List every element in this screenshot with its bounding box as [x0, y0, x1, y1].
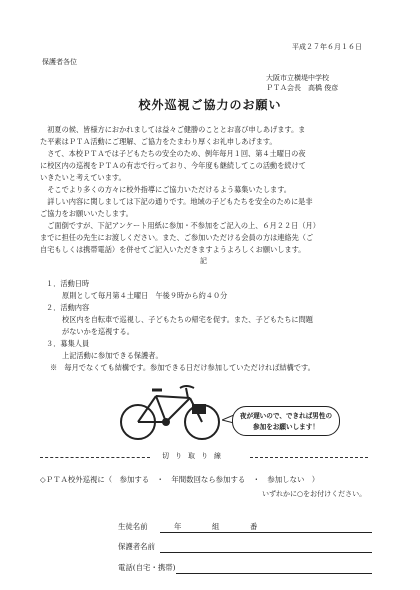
- recipient: 保護者各位: [42, 58, 77, 66]
- bubble-line: 夜が遅いので、できれば男性の: [239, 412, 333, 420]
- item-label: １．活動日時: [46, 279, 90, 288]
- item-detail: 原則として毎月第４土曜日 午後９時から約４０分: [62, 291, 228, 300]
- body-line: 自宅もしくは携帯電話）を併せてご記入いただきますようよろしくお願いします。: [40, 245, 306, 254]
- student-name-field[interactable]: [160, 532, 372, 533]
- bubble-line: 参加をお願いします！: [253, 423, 319, 431]
- grade-label: 年: [174, 522, 182, 531]
- form-instruction: いずれかに○をお付けください。: [262, 490, 367, 498]
- student-name-label: 生徒名前: [118, 522, 148, 531]
- bicycle-icon: [116, 382, 226, 442]
- body-line: に校区内の巡視をＰＴＡの有志で行っており、今年度も継続してこの活動を続けて: [40, 161, 306, 170]
- note: ※ 毎月でなくても結構です。参加できる日だけ参加していただければ結構です。: [50, 363, 315, 372]
- phone-label: 電話(自宅・携帯): [118, 563, 176, 572]
- sender-name: ＰＴＡ会長 高橋 俊彦: [266, 84, 339, 92]
- guardian-name-label: 保護者名前: [118, 542, 155, 551]
- body-line: までに担任の先生にお渡しください。また、ご参加いただける会員の方は連絡先（ご: [40, 233, 314, 242]
- cut-line-label: 切り取り線: [162, 452, 227, 460]
- cut-line-left: [40, 457, 150, 458]
- item-detail: がないかを巡視する。: [62, 327, 134, 336]
- school-name: 大阪市立横堤中学校: [266, 74, 329, 82]
- ki-heading: 記: [200, 257, 207, 265]
- body-line: ご協力をお願いいたします。: [40, 209, 133, 218]
- item-list: [46, 278, 315, 374]
- class-label: 組: [212, 522, 220, 531]
- number-label: 番: [250, 522, 258, 531]
- speech-bubble: [232, 406, 340, 436]
- body-line: た平素はＰＴＡ活動にご理解、ご協力をたまわり厚くお礼申しあげます。: [40, 137, 277, 146]
- phone-field[interactable]: [176, 573, 372, 574]
- body-line: 詳しい内容に関しましては下記の通りです。地域の子どもたちを安全のために是非: [40, 197, 313, 206]
- cut-line-right: [250, 457, 368, 458]
- body-line: さて、本校ＰＴＡでは子どもたちの安全のため、例年毎月１回、第４土曜日の夜: [40, 149, 306, 158]
- body-line: 初夏の候、皆様方におかれましては益々ご健勝のこととお喜び申しあげます。ま: [40, 125, 306, 134]
- item-label: ２．活動内容: [46, 303, 90, 312]
- body-text: [40, 124, 384, 256]
- item-detail: 校区内を自転車で巡視し、子どもたちの帰宅を促す。また、子どもたちに問題: [62, 315, 313, 324]
- body-line: そこでより多くの方々に校外指導にご協力いただけるよう募集いたします。: [40, 185, 291, 194]
- document-date: 平成２７年６月１６日: [292, 43, 362, 51]
- body-line: ご面倒ですが、下記アンケート用紙に参加・不参加をご記入の上、６月２２日（月）: [40, 221, 320, 230]
- participation-question[interactable]: ◇ＰＴＡ校外巡視に（ 参加する ・ 年間数回なら参加する ・ 参加しない ）: [40, 475, 320, 484]
- document-title: 校外巡視ご協力のお願い: [138, 98, 282, 112]
- item-label: ３．募集人員: [46, 339, 90, 348]
- body-line: いきたいと考えています。: [40, 173, 126, 182]
- item-detail: 上記活動に参加できる保護者。: [62, 351, 163, 360]
- guardian-name-field[interactable]: [160, 552, 372, 553]
